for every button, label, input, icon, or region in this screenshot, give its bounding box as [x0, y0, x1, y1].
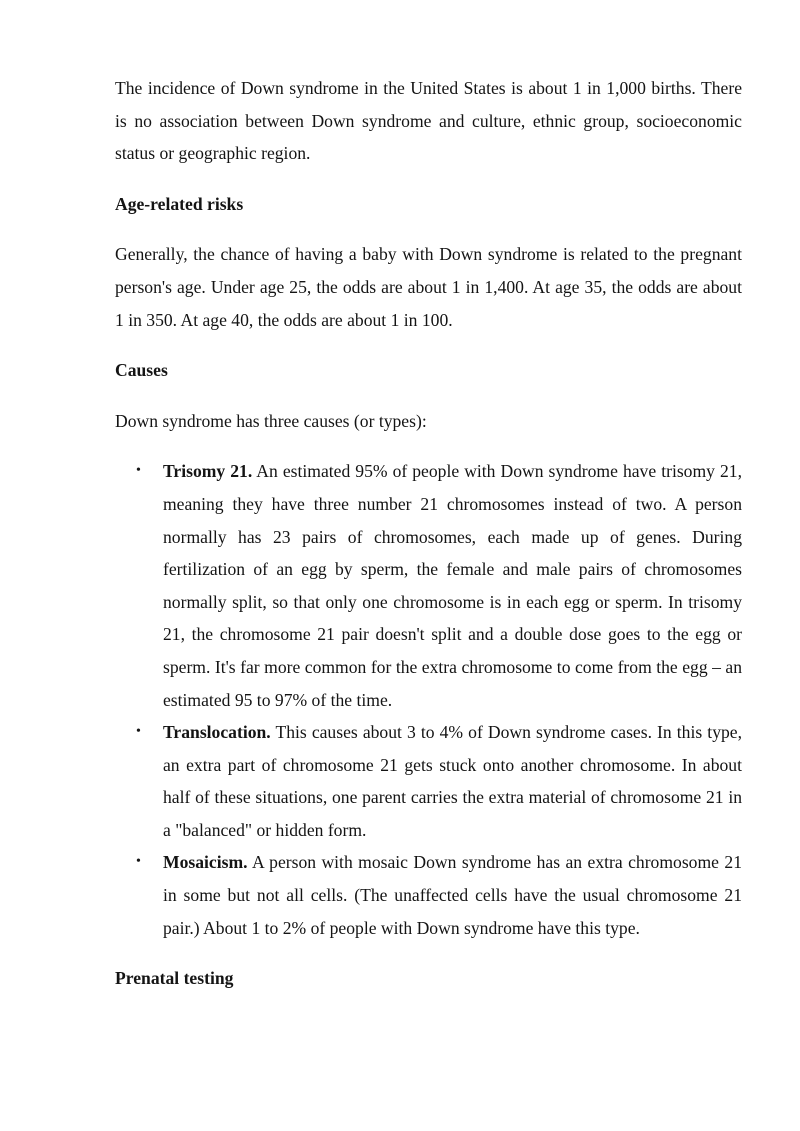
age-risks-paragraph: Generally, the chance of having a baby with Down syndrome is related to the pregnant person's age. Under age 25, the odds are about 1 in 1,400. At age 35, the odds are about 1 in 350. At age 40, the odds are about 1 in 100. — [115, 244, 742, 330]
list-item-title: Translocation. — [163, 722, 271, 743]
intro-paragraph: The incidence of Down syndrome in the United States is about 1 in 1,000 births. There is no association between Down syndrome and culture, ethnic group, socioeconomic status or geographic region. — [115, 78, 742, 164]
list-item-trisomy-21 — [115, 455, 742, 716]
list-item-text: A person with mosaic Down syndrome has an extra chromosome 21 in some but not all cells. (The unaffected cells have the usual chromosome 21 pair.) About 1 to 2% of people with Down syndrome have this type. — [163, 852, 742, 938]
heading-prenatal-testing: Prenatal testing — [115, 968, 234, 989]
heading-causes: Causes — [115, 360, 168, 381]
bullet-icon: • — [136, 463, 141, 479]
causes-list — [115, 455, 742, 944]
list-item-mosaicism — [115, 846, 742, 944]
bullet-icon: • — [136, 854, 141, 870]
heading-age-related-risks: Age-related risks — [115, 193, 244, 214]
causes-intro: Down syndrome has three causes (or types): — [115, 410, 427, 431]
list-item-title: Mosaicism. — [163, 852, 248, 873]
list-item-title: Trisomy 21. — [163, 461, 253, 482]
list-item-translocation — [115, 716, 742, 846]
list-item-text: An estimated 95% of people with Down syndrome have trisomy 21, meaning they have three number 21 chromosomes instead of two. A person normally has 23 pairs of chromosomes, each made up of genes. During fertilization of an egg by sperm, the female and male pairs of chromosomes normally split, so that only one chromosome is in each egg or sperm. In trisomy 21, the chromosome 21 pair doesn't split and a double dose goes to the egg or sperm. It's far more common for the extra chromosome to come from the egg – an estimated 95 to 97% of the time. — [163, 461, 742, 710]
bullet-icon: • — [136, 724, 141, 740]
list-item-text: This causes about 3 to 4% of Down syndrome cases. In this type, an extra part of chromosome 21 gets stuck onto another chromosome. In about half of these situations, one parent carries the extra material of chromosome 21 in a "balanced" or hidden form. — [163, 722, 742, 840]
